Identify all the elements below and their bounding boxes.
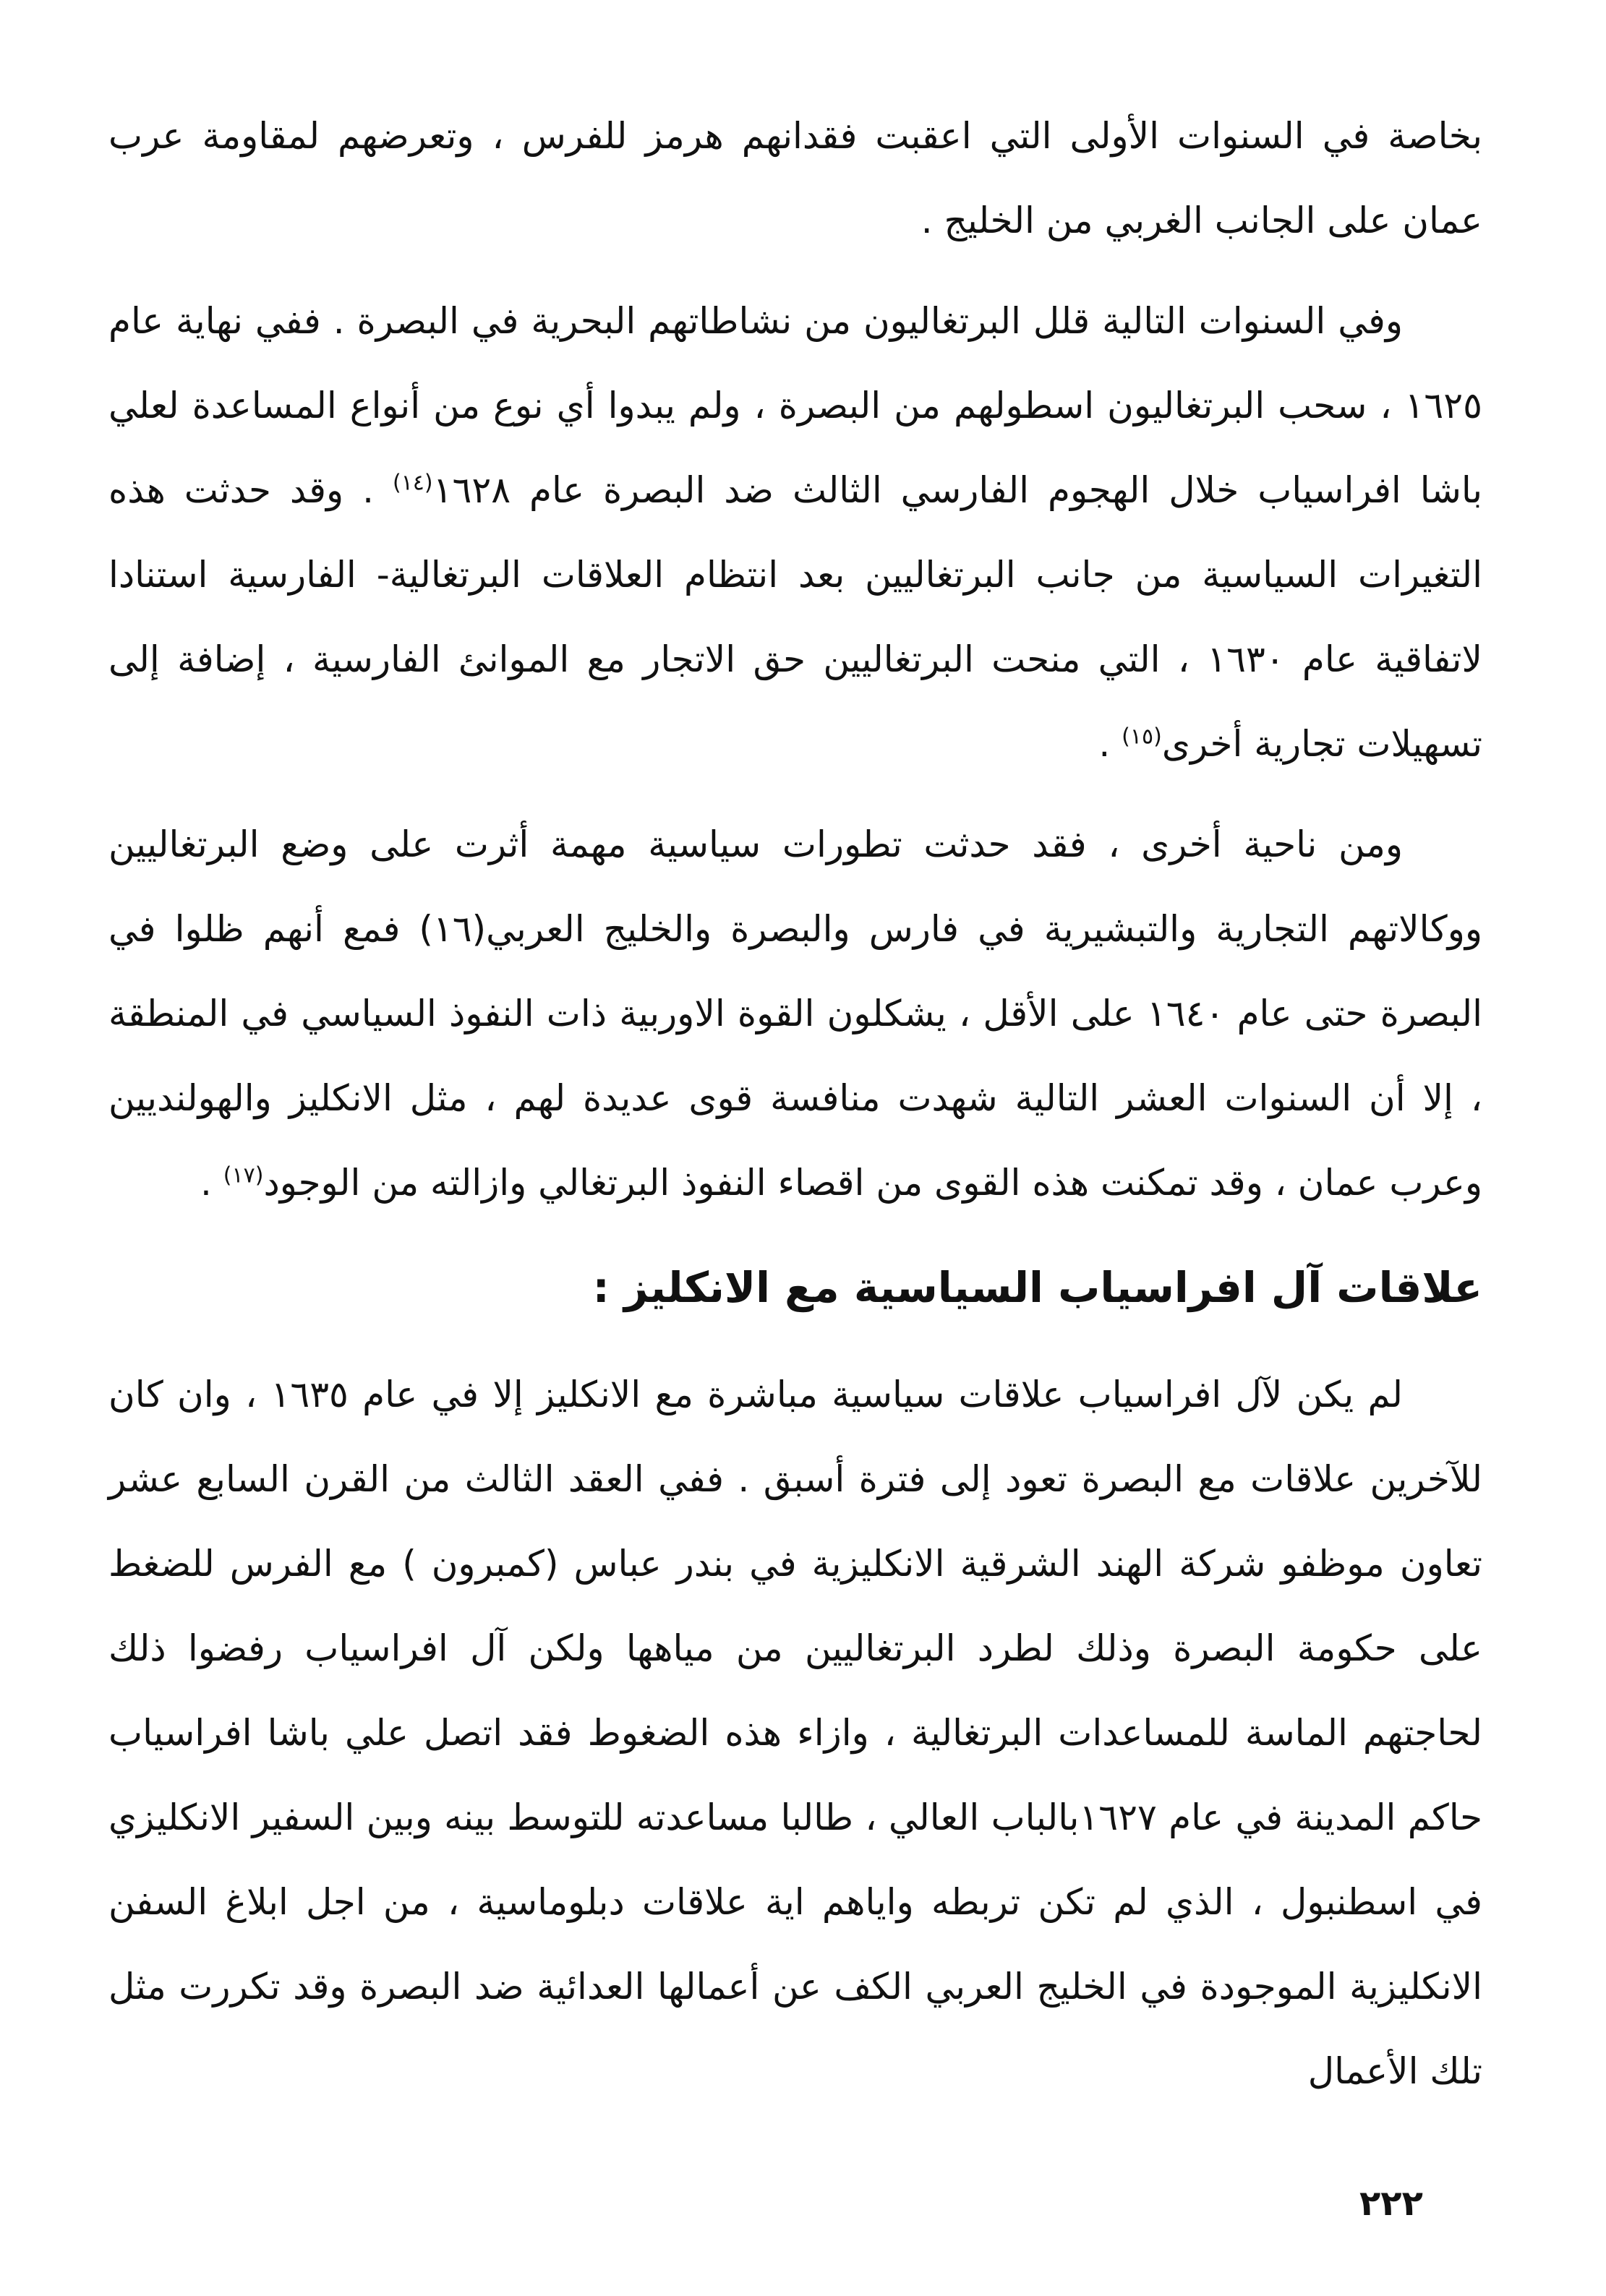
paragraph-3 [108, 802, 1482, 1225]
paragraph-2-text-c: . [1098, 723, 1122, 765]
footnote-ref-15: (١٥) [1122, 724, 1162, 750]
paragraph-2-text-b: . وقد حدثت هذه التغيرات السياسية من جانب البرتغاليين بعد انتظام العلاقات البرتغالية- الفارسية استنادا لاتفاقية عام ١٦٣٠ ، التي منحت البرتغاليين حق الاتجار مع الموانئ الفارسية ، إضافة إلى تسهيلات تجارية أخرى [108, 469, 1482, 765]
paragraph-3-text-b: . [200, 1162, 223, 1204]
paragraph-1 [108, 94, 1482, 263]
paragraph-3-text-a: ومن ناحية أخرى ، فقد حدثت تطورات سياسية مهمة أثرت على وضع البرتغاليين ووكالاتهم التجارية والتبشيرية في فارس والبصرة والخليج العربي(١٦) فمع أنهم ظلوا في البصرة حتى عام ١٦٤٠ على الأقل ، يشكلون القوة الاوربية ذات النفوذ السياسي في المنطقة ، إلا أن السنوات العشر التالية شهدت منافسة قوى عديدة لهم ، مثل الانكليز والهولنديين وعرب عمان ، وقد تمكنت هذه القوى من اقصاء النفوذ البرتغالي وازالته من الوجود [108, 823, 1483, 1204]
paragraph-1-text: بخاصة في السنوات الأولى التي اعقبت فقدانهم هرمز للفرس ، وتعرضهم لمقاومة عرب عمان على الجانب الغربي من الخليج . [108, 115, 1482, 241]
section-heading: علاقات آل افراسياب السياسية مع الانكليز : [592, 1263, 1482, 1312]
paragraph-2-text-a: وفي السنوات التالية قلل البرتغاليون من نشاطاتهم البحرية في البصرة . ففي نهاية عام ١٦٢٥ ، سحب البرتغاليون اسطولهم من البصرة ، ولم يبدوا أي نوع من أنواع المساعدة لعلي باشا افراسياب خلال الهجوم الفارسي الثالث ضد البصرة عام ١٦٢٨ [108, 300, 1482, 511]
page-number: ٢٢٢ [1359, 2183, 1423, 2224]
footnote-ref-14: (١٤) [392, 470, 433, 496]
document-page [108, 94, 1482, 2190]
paragraph-4-text: لم يكن لآل افراسياب علاقات سياسية مباشرة مع الانكليز إلا في عام ١٦٣٥ ، وان كان للآخرين علاقات مع البصرة تعود إلى فترة أسبق . ففي العقد الثالث من القرن السابع عشر تعاون موظفو شركة الهند الشرقية الانكليزية في بندر عباس (كمبرون ) مع الفرس للضغط على حكومة البصرة وذلك لطرد البرتغاليين من مياهها ولكن آل افراسياب رفضوا ذلك لحاجتهم الماسة للمساعدات البرتغالية ، وازاء هذه الضغوط فقد اتصل علي باشا افراسياب حاكم المدينة في عام ١٦٢٧بالباب العالي ، طالبا مساعدته للتوسط بينه وبين السفير الانكليزي في اسطنبول ، الذي لم تكن تربطه واياهم اية علاقات دبلوماسية ، من اجل ابلاغ السفن الانكليزية الموجودة في الخليج العربي الكف عن أعمالها العدائية ضد البصرة وقد تكررت مثل تلك الأعمال [108, 1374, 1482, 2092]
footnote-ref-17: (١٧) [223, 1162, 264, 1188]
paragraph-2 [108, 279, 1482, 787]
paragraph-4 [108, 1353, 1482, 2114]
